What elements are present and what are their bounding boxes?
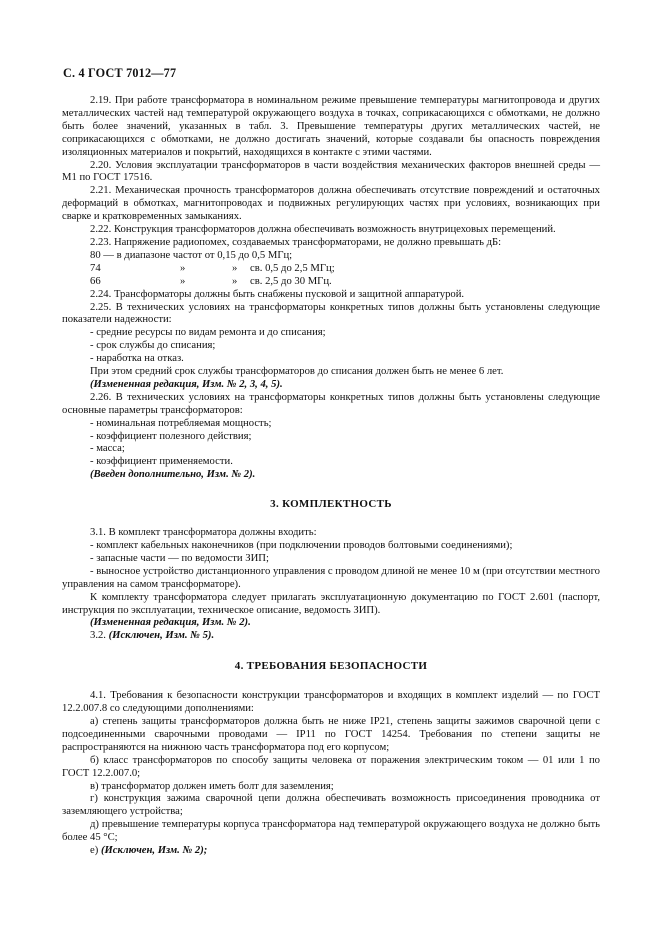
clause-4-1: 4.1. Требования к безопасности конструкции трансформаторов и входящих в комплект изделий — по ГОСТ 12.2.007.8 со следующими дополнениями: — [62, 690, 600, 715]
amendment-note: (Измененная редакция, Изм. № 2, 3, 4, 5). — [90, 378, 283, 390]
clause-3-1-documentation: К комплекту трансформатора следует прилагать эксплуатационную документацию по ГОСТ 2.601 (паспорт, инструкция по эксплуатации, техническое описание, ведомость ЗИП). — [62, 591, 600, 616]
clause-2-20: 2.20. Условия эксплуатации трансформаторов в части воздействия механических факторов внешней среды — М1 по ГОСТ 17516. — [62, 159, 600, 184]
clause-4-1-a: а) степень защиты трансформаторов должна быть не ниже IP21, степень защиты зажимов сварочной цепи с подсоединенными сварочными проводами — IP11 по ГОСТ 14254. Требования по степени защиты не распространяются на нижнюю часть трансформатора под его корпусом; — [62, 715, 600, 753]
amendment-note: (Измененная редакция, Изм. № 2). — [90, 617, 251, 629]
clause-4-1-f — [62, 845, 600, 858]
list-item: - коэффициент полезного действия; — [90, 430, 252, 442]
clause-4-1-c: в) трансформатор должен иметь болт для заземления; — [90, 780, 334, 792]
ditto-mark: » — [180, 275, 186, 287]
row-value: 66 — [90, 275, 101, 287]
clause-2-23: 2.23. Напряжение радиопомех, создаваемых трансформаторами, не должно превышать дБ: — [90, 236, 502, 248]
clause-2-23-row — [62, 276, 600, 289]
list-item: - наработка на отказ. — [90, 353, 184, 365]
amendment-note: (Исключен, Изм. № 2); — [100, 845, 208, 857]
clause-2-25-note: При этом средний срок службы трансформаторов до списания должен быть не менее 6 лет. — [90, 366, 504, 378]
list-item: - запасные части — по ведомости ЗИП; — [90, 552, 269, 564]
amendment-note: (Исключен, Изм. № 5). — [108, 630, 215, 642]
clause-2-19: 2.19. При работе трансформатора в номинальном режиме превышение температуры магнитопровода и других металлических частей над температурой окружающего воздуха в точках, соприкасающихся с обмотками, не должно быть более значений, указанных в табл. 3. Превышение температуры других металлических частей, не соприкасающихся с обмотками, не должно достигать значений, которые создавали бы опасность повреждения изоляционных материалов и покрытий, находящихся в контакте с этими частями. — [62, 95, 600, 158]
clause-number: 3.2. — [90, 630, 106, 642]
clause-2-26: 2.26. В технических условиях на трансформаторы конкретных типов должны быть установлены следующие основные параметры трансформаторов: — [62, 391, 600, 416]
clause-3-1: 3.1. В комплект трансформатора должны входить: — [90, 527, 317, 539]
clause-4-1-b: б) класс трансформаторов по способу защиты человека от поражения электрическим током — 01 или 1 по ГОСТ 12.2.007.0; — [62, 754, 600, 779]
section-4-heading: 4. ТРЕБОВАНИЯ БЕЗОПАСНОСТИ — [234, 660, 428, 673]
list-item: - номинальная потребляемая мощность; — [90, 417, 272, 429]
row-range: св. 2,5 до 30 МГц. — [250, 275, 332, 287]
list-item: - коэффициент применяемости. — [90, 456, 233, 468]
clause-2-23-row — [62, 263, 600, 276]
row-range: св. 0,5 до 2,5 МГц; — [250, 262, 335, 274]
clause-3-2 — [62, 630, 600, 643]
clause-4-1-e: д) превышение температуры корпуса трансформатора над температурой окружающего воздуха не должно быть более 45 °С; — [62, 819, 600, 844]
section-3-heading: 3. КОМПЛЕКТНОСТЬ — [270, 498, 392, 511]
list-item: - срок службы до списания; — [90, 340, 216, 352]
list-item: - средние ресурсы по видам ремонта и до списания; — [90, 327, 326, 339]
page-content — [62, 95, 600, 858]
list-item: - выносное устройство дистанционного управления с проводом длиной не менее 10 м (при отсутствии местного управления на самом трансформаторе). — [62, 565, 600, 590]
clause-2-25: 2.25. В технических условиях на трансформаторы конкретных типов должны быть установлены следующие показатели надежности: — [62, 301, 600, 326]
page-header: С. 4 ГОСТ 7012—77 — [63, 66, 177, 80]
amendment-note: (Введен дополнительно, Изм. № 2). — [90, 469, 256, 481]
ditto-mark: » — [232, 275, 238, 287]
clause-2-23-line-1: 80 — в диапазоне частот от 0,15 до 0,5 МГц; — [90, 249, 293, 261]
clause-4-1-d: г) конструкция зажима сварочной цепи должна обеспечивать возможность присоединения проводника от заземляющего устройства; — [62, 793, 600, 818]
clause-number: е) — [90, 845, 99, 857]
ditto-mark: » — [232, 262, 238, 274]
clause-2-22: 2.22. Конструкция трансформаторов должна обеспечивать возможность внутрицеховых перемещений. — [90, 224, 556, 236]
clause-2-21: 2.21. Механическая прочность трансформаторов должна обеспечивать отсутствие повреждений и остаточных деформаций в обмотках, магнитопроводах и подвижных регулирующих частях при условиях, возникающих при сварке и кратковременных замыканиях. — [62, 185, 600, 223]
clause-2-24: 2.24. Трансформаторы должны быть снабжены пусковой и защитной аппаратурой. — [90, 288, 465, 300]
row-value: 74 — [90, 262, 101, 274]
ditto-mark: » — [180, 262, 186, 274]
list-item: - масса; — [90, 443, 125, 455]
list-item: - комплект кабельных наконечников (при подключении проводов болтовыми соединениями); — [90, 540, 513, 551]
